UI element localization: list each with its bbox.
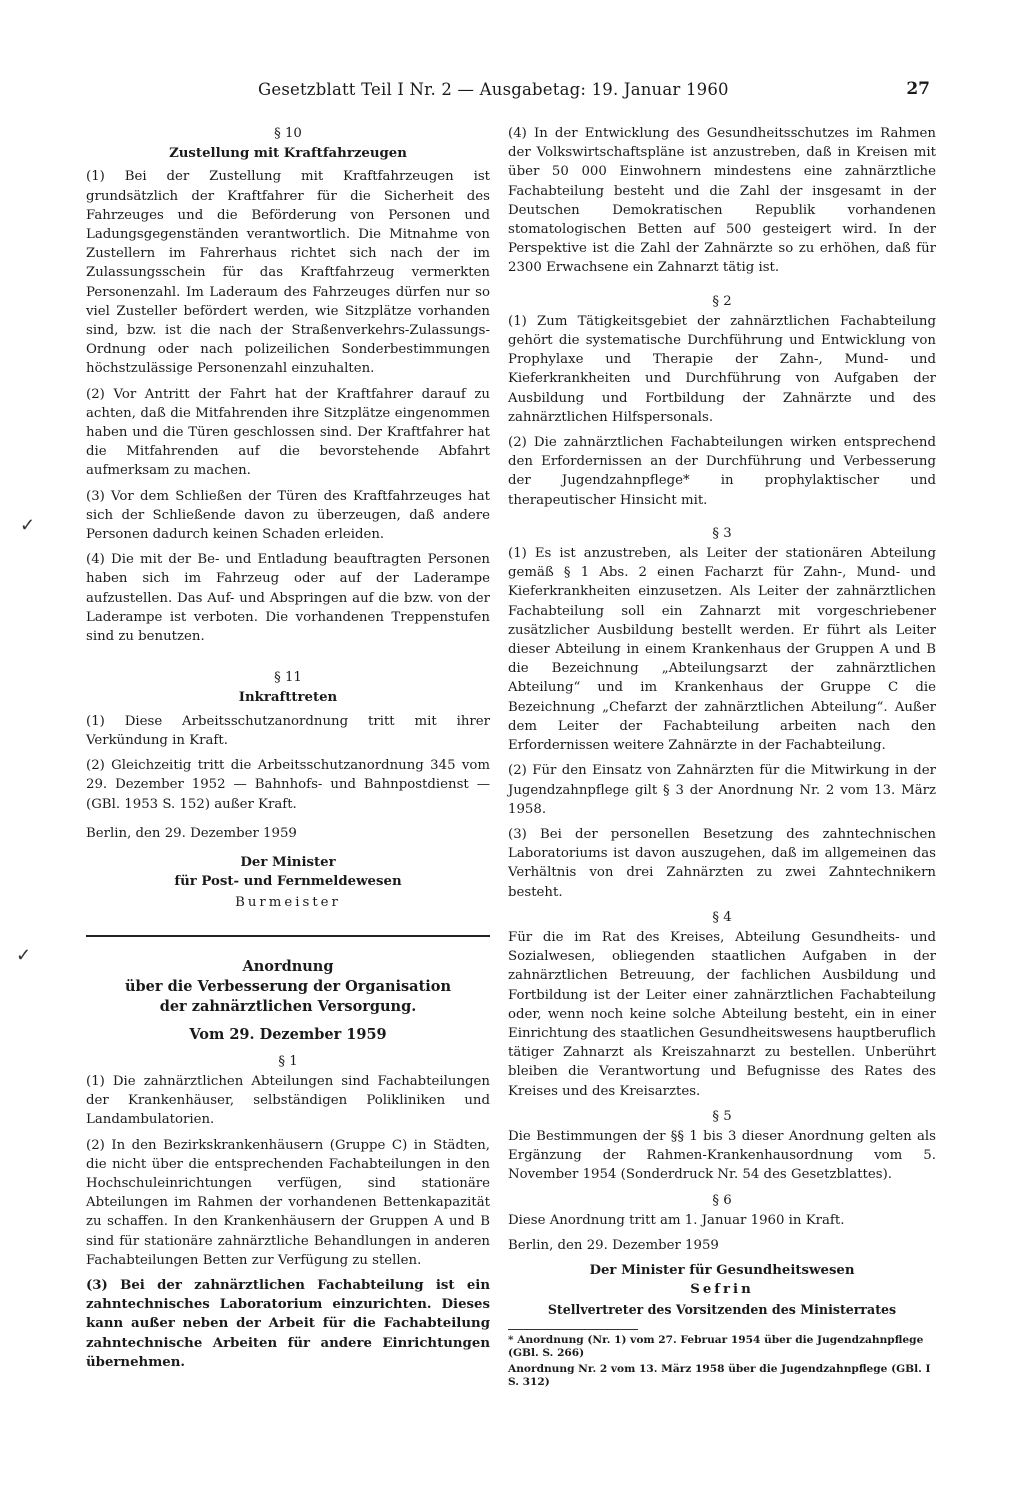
section-sign: § 11 bbox=[274, 670, 302, 686]
signer-name: Sefrin bbox=[690, 1282, 754, 1298]
decree-date: Vom 29. Dezember 1959 bbox=[189, 1025, 387, 1043]
paragraph: (3) Bei der zahnärztlichen Fachabteilung ist ein zahntechnisches Laboratorium einzurichten. Dieses kann außer neben der Arbeit für die Fachabteilung zahntechnische Arbeiten für andere Einrichtungen übernehmen. bbox=[86, 1277, 490, 1370]
footnote: Anordnung Nr. 2 vom 13. März 1958 über die Jugendzahnpflege (GBl. I S. 312) bbox=[508, 1362, 931, 1389]
section-sign: § 3 bbox=[712, 525, 732, 541]
paragraph: Die Bestimmungen der §§ 1 bis 3 dieser Anordnung gelten als Ergänzung der Rahmen-Krankenhausordnung vom 5. November 1954 (Sonderdruck Nr. 54 des Gesetzblattes). bbox=[508, 1128, 936, 1183]
paragraph: (3) Vor dem Schließen der Türen des Kraftfahrzeuges hat sich der Schließende davon zu überzeugen, daß andere Personen dadurch keinen Schaden erleiden. bbox=[86, 488, 490, 543]
section-sign: § 10 bbox=[274, 126, 302, 141]
paragraph: (4) In der Entwicklung des Gesundheitsschutzes im Rahmen der Volkswirtschaftspläne ist anzustreben, daß in Kreisen mit über 50 000 Einwohnern mindestens eine zahnärztliche Fachabteilung besteht und die Zahl der insgesamt in der Deutschen Demokratischen Republik vorhandenen stomatologischen Betten auf 500 gesteigert wird. In der Perspektive ist die Zahl der Zahnärzte so zu erhöhen, daß für 2300 Erwachsene ein Zahnarzt tätig ist. bbox=[508, 126, 936, 276]
margin-mark: ✓ bbox=[20, 515, 36, 536]
section-heading: Inkrafttreten bbox=[238, 690, 338, 706]
paragraph: (2) Vor Antritt der Fahrt hat der Kraftfahrer darauf zu achten, daß die Mitfahrenden ihre Sitzplätze eingenommen haben und die Türen geschlossen sind. Der Kraftfahrer hat die Mitfahrenden auf die bevorstehende Abfahrt aufmerksam zu machen. bbox=[86, 386, 490, 479]
signer-title: Der Minister bbox=[240, 854, 336, 870]
signer-title: Der Minister für Gesundheitswesen bbox=[589, 1263, 855, 1279]
divider bbox=[86, 935, 490, 937]
footnote-divider bbox=[508, 1329, 638, 1330]
paragraph: (2) Für den Einsatz von Zahnärzten für die Mitwirkung in der Jugendzahnpflege gilt § 3 der Anordnung Nr. 2 vom 13. März 1958. bbox=[508, 763, 936, 817]
paragraph: (1) Die zahnärztlichen Abteilungen sind Fachabteilungen der Krankenhäuser, selbständigen Polikliniken und Landambulatorien. bbox=[86, 1073, 490, 1128]
section-sign: § 6 bbox=[712, 1192, 732, 1208]
signer-name: Burmeister bbox=[235, 895, 341, 911]
page-header bbox=[0, 80, 1024, 110]
paragraph: (4) Die mit der Be- und Entladung beauftragten Personen haben sich im Fahrzeug oder auf der Laderampe aufzustellen. Das Auf- und Abspringen auf die bzw. von der Laderampe ist verboten. Die vorhandenen Treppenstufen sind zu benutzen. bbox=[86, 552, 490, 645]
section-sign: § 4 bbox=[712, 909, 732, 925]
signer-title: für Post- und Fernmeldewesen bbox=[174, 874, 402, 890]
paragraph: Diese Anordnung tritt am 1. Januar 1960 in Kraft. bbox=[508, 1212, 845, 1228]
paragraph: (1) Bei der Zustellung mit Kraftfahrzeugen ist grundsätzlich der Kraftfahrer für die Sicherheit des Fahrzeuges und die Beförderung von Personen und Ladungsgegenständen verantwortlich. Die Mitnahme von Zustellern im Fahrerhaus richtet sich nach der im Zulassungsschein für das Kraftfahrzeug vermerkten Personenzahl. Im Laderaum des Fahrzeuges dürfen nur so viel Zusteller befördert werden, wie Sitzplätze vorhanden sind, bzw. ist die nach der Straßenverkehrs-Zulassungs-Ordnung oder nach polizeilichen Sonderbestimmungen höchstzulässige Personenzahl einzuhalten. bbox=[86, 169, 490, 377]
paragraph: (1) Zum Tätigkeitsgebiet der zahnärztlichen Fachabteilung gehört die systematische Durchführung und Entwicklung von Prophylaxe und Therapie der Zahn-, Mund- und Kieferkrankheiten und Durchführung von Aufgaben der Ausbildung und Fortbildung der Zahnärzte und des zahnärztlichen Hilfspersonals. bbox=[508, 313, 936, 425]
decree-title bbox=[86, 957, 490, 1017]
paragraph: (1) Es ist anzustreben, als Leiter der stationären Abteilung gemäß § 1 Abs. 2 einen Facharzt für Zahn-, Mund- und Kieferkrankheiten einzusetzen. Als Leiter der zahnärztlichen Fachabteilung soll ein Zahnarzt mit vorgeschriebener zusätzlicher Ausbildung bestellt werden. Er führt als Leiter dieser Abteilung in einem Krankenhaus der Gruppen A und B die Bezeichnung „Abteilungsarzt der zahnärztlichen Abteilung“ und im Krankenhaus der Gruppe C die Bezeichnung „Chefarzt der zahnärztlichen Abteilung“. Außer dem Leiter der Fachabteilung arbeiten nach den Erfordernissen weitere Zahnärzte in der Fachabteilung. bbox=[508, 546, 936, 754]
paragraph: (2) Die zahnärztlichen Fachabteilungen wirken entsprechend den Erfordernissen an der Durchführung und Verbesserung der Jugendzahnpflege* in prophylaktischer und therapeutischer Hinsicht mit. bbox=[508, 435, 936, 508]
left-column bbox=[86, 124, 490, 1378]
section-sign: § 1 bbox=[278, 1053, 298, 1069]
page-number: 27 bbox=[906, 79, 930, 99]
paragraph: (3) Bei der personellen Besetzung des zahntechnischen Laboratoriums ist davon auszugehen, daß im allgemeinen das Verhältnis von drei Zahnärzten zu zwei Zahntechnikern besteht. bbox=[508, 826, 936, 900]
right-column bbox=[508, 124, 936, 1392]
place-date: Berlin, den 29. Dezember 1959 bbox=[508, 1237, 719, 1253]
margin-mark: ✓ bbox=[16, 945, 32, 966]
paragraph: (1) Diese Arbeitsschutzanordnung tritt mit ihrer Verkündung in Kraft. bbox=[86, 713, 490, 748]
signer-deputy: Stellvertreter des Vorsitzenden des Ministerrates bbox=[547, 1301, 897, 1317]
decree-title-line: der zahnärztlichen Versorgung. bbox=[159, 997, 417, 1015]
section-sign: § 2 bbox=[712, 293, 732, 309]
decree-title-line: Anordnung bbox=[242, 957, 334, 975]
paragraph: Für die im Rat des Kreises, Abteilung Gesundheits- und Sozialwesen, obliegenden staatlichen Aufgaben in der zahnärztlichen Betreuung, der fachlichen Ausbildung und Fortbildung ist der Leiter einer zahnärztlichen Fachabteilung oder, wenn noch keine solche Abteilung besteht, ein in einer Einrichtung des staatlichen Gesundheitswesens hauptberuflich tätiger Zahnarzt als Kreiszahnarzt zu bestellen. Unberührt bleiben die Verantwortung und Befugnisse des Rates des Kreises und des Kreisarztes. bbox=[508, 929, 936, 1099]
footnote: * Anordnung (Nr. 1) vom 27. Februar 1954 über die Jugendzahnpflege (GBl. S. 266) bbox=[508, 1333, 924, 1360]
section-sign: § 5 bbox=[712, 1108, 732, 1124]
decree-title-line: über die Verbesserung der Organisation bbox=[124, 977, 451, 995]
page-title: Gesetzblatt Teil I Nr. 2 — Ausgabetag: 19. Januar 1960 bbox=[258, 80, 729, 99]
section-heading: Zustellung mit Kraftfahrzeugen bbox=[169, 146, 407, 162]
paragraph: (2) Gleichzeitig tritt die Arbeitsschutzanordnung 345 vom 29. Dezember 1952 — Bahnhofs- und Bahnpostdienst — (GBl. 1953 S. 152) außer Kraft. bbox=[86, 758, 490, 812]
paragraph: (2) In den Bezirkskrankenhäusern (Gruppe C) in Städten, die nicht über die entsprechenden Fachabteilungen in den Hochschuleinrichtungen verfügen, sind stationäre Abteilungen im Rahmen der vorhandenen Bettenkapazität zu schaffen. In den Krankenhäusern der Gruppen A und B sind für stationäre zahnärztliche Behandlungen in anderen Fachabteilungen Betten zur Verfügung zu stellen. bbox=[86, 1137, 490, 1268]
place-date: Berlin, den 29. Dezember 1959 bbox=[86, 825, 297, 841]
